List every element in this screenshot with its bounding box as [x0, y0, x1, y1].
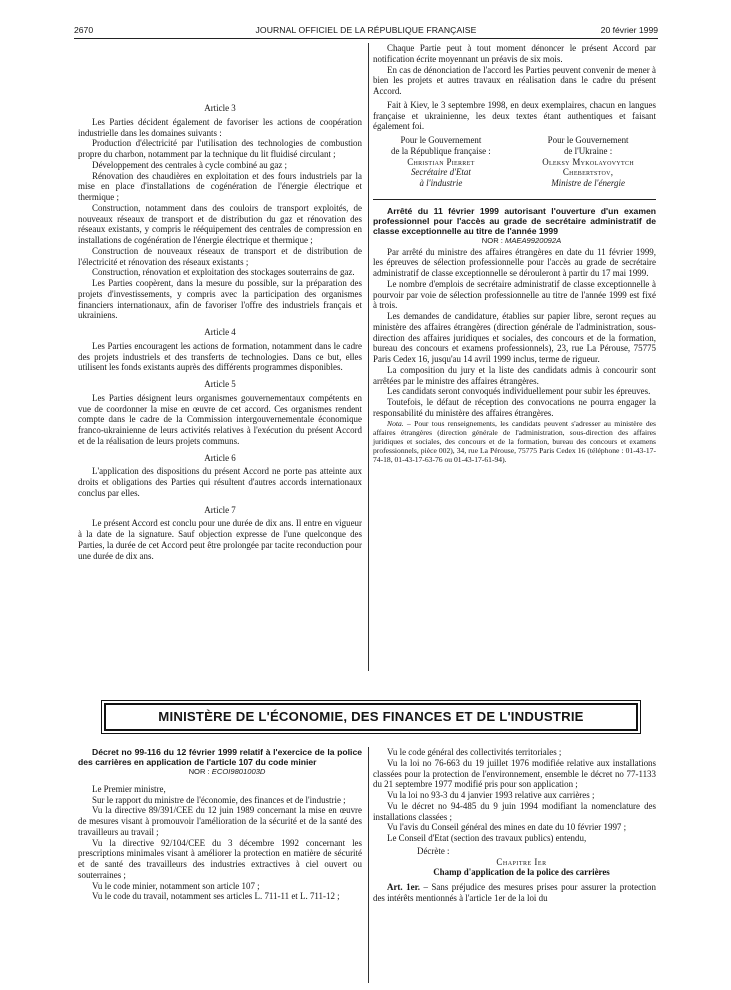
decree-left-column [78, 747, 362, 902]
signature-france [373, 135, 509, 189]
paragraph: En cas de dénonciation de l'accord les Parties peuvent convenir de mener à bien les projets et autres travaux en réalisation dans le cadre du présent Accord. [373, 64, 656, 96]
nor-reference [78, 767, 362, 778]
signatory-line: Pour le Gouvernement [547, 135, 629, 145]
signatory-role: Ministre de l'énergie [551, 178, 625, 188]
article-heading: Article 3 [204, 103, 236, 113]
paragraph: Vu le code général des collectivités territoriales ; [387, 747, 562, 757]
signature-ukraine [520, 135, 656, 189]
article-heading: Article 6 [204, 452, 236, 463]
ministry-banner: MINISTÈRE DE L'ÉCONOMIE, DES FINANCES ET DE L'INDUSTRIE [104, 703, 638, 731]
signatory-line: Pour le Gouvernement [400, 135, 482, 145]
page-header [74, 24, 658, 39]
paragraph: Développement des centrales à cycle combiné au gaz ; [92, 159, 288, 170]
issue-date: 20 février 1999 [600, 25, 658, 35]
article-heading: Article 5 [204, 379, 236, 389]
paragraph: Vu l'avis du Conseil général des mines en date du 10 février 1997 ; [387, 822, 627, 833]
chapter-title: Champ d'application de la police des carrières [433, 867, 610, 878]
nor-code: ECOI9801003D [211, 767, 266, 776]
note-text: – Pour tous renseignements, les candidats peuvent s'adresser au ministère des affaires étrangères (direction générale de l'administration, sous-direction des affaires juridiques et sociales, des concours et de la formation, bureau des concours et examens professionnels, pièce 002), 34, rue La Pérouse, 75775 Paris Cedex 16 (téléphone : 01-43-17-74-18, 01-43-17-63-76 ou 01-43-17-61-94). [373, 418, 656, 465]
paragraph: Par arrêté du ministre des affaires étrangères en date du 11 février 1999, les épreuves de sélection professionnelle pour l'accès au grade de secrétaire administratif de classe exceptionnelle se dérouleront à partir du 17 mai 1999. [373, 246, 656, 278]
left-column-accord [78, 100, 362, 561]
chapter-heading: Chapitre Ier [496, 856, 547, 867]
paragraph: Toutefois, le défaut de réception des convocations ne pourra engager la responsabilité du ministère des affaires étrangères. [373, 397, 656, 418]
arrete-title: Arrêté du 11 février 1999 autorisant l'ouverture d'un examen professionnel pour l'accès au grade de secrétaire administratif de classe exceptionnelle au titre de l'année 1999 [373, 205, 656, 236]
section-divider [373, 199, 656, 200]
signatory-role: Secrétaire d'Etat [410, 167, 471, 178]
paragraph: Chaque Partie peut à tout moment dénoncer le présent Accord par notification écrite moyennant un préavis de six mois. [373, 43, 656, 64]
paragraph: Construction de nouveaux réseaux de transport et de distribution de l'électricité et rénovation des réseaux existants ; [78, 245, 362, 267]
article-text: – Sans préjudice des mesures prises pour assurer la protection des intérêts mentionnés à l'article 1er de la loi du [373, 882, 656, 903]
paragraph: Le nombre d'emplois de secrétaire administratif de classe exceptionnelle à pourvoir par voie de sélection professionnelle au titre de l'année 1999 est fixé à trois. [373, 278, 656, 311]
article-label: Art. 1er. [387, 882, 420, 892]
article-1 [373, 882, 656, 904]
paragraph: Vu la directive 92/104/CEE du 3 décembre 1992 concernant les prescriptions minimales visant à améliorer la protection en matière de sécurité et de santé des travailleurs des industries extractives à ciel ouvert ou souterraines ; [78, 837, 362, 880]
signatory-line: de l'Ukraine : [563, 145, 613, 156]
paragraph: Le présent Accord est conclu pour une durée de dix ans. Il entre en vigueur à la date de la signature. Sauf objection expresse de l'une quelconque des Parties, la durée de cet Accord peut être prolongée par tacite reconduction pour une durée de dix ans. [78, 518, 362, 561]
nota-note [373, 419, 656, 465]
column-divider [368, 747, 369, 983]
signature-block [373, 135, 656, 189]
nor-label: NOR : [481, 235, 503, 245]
paragraph: Le Premier ministre, [92, 783, 166, 794]
column-divider [368, 43, 369, 671]
right-column [373, 43, 656, 465]
paragraph: Vu le décret no 94-485 du 9 juin 1994 modifiant la nomenclature des installations classées ; [373, 800, 656, 822]
nor-label: NOR : [188, 767, 210, 776]
paragraph: Sur le rapport du ministre de l'économie, des finances et de l'industrie ; [92, 794, 346, 805]
paragraph: Les Parties coopèrent, dans la mesure du possible, sur la préparation des projets d'investissements, y compris avec la participation des organismes financiers internationaux, afin de favoriser l'offre des industriels français et ukrainiens. [78, 278, 362, 321]
signatory-name: Christian Pierret [407, 156, 475, 167]
signatory-line: de la République française : [391, 145, 491, 156]
article-heading: Article 4 [204, 327, 236, 337]
paragraph: Les Parties décident également de favoriser les actions de coopération industrielle dans les domaines suivants : [78, 116, 362, 138]
nor-reference [373, 236, 656, 247]
article-heading: Article 7 [204, 504, 236, 515]
paragraph: Vu la directive 89/391/CEE du 12 juin 1989 concernant la mise en œuvre de mesures visant à promouvoir l'amélioration de la sécurité et de la santé des travailleurs au travail ; [78, 805, 362, 837]
journal-title: JOURNAL OFFICIEL DE LA RÉPUBLIQUE FRANÇAISE [255, 25, 477, 35]
paragraph: Production d'électricité par l'utilisation des technologies de combustion propre du charbon, notamment par la technique du lit fluidisé circulant ; [78, 138, 362, 159]
paragraph: La composition du jury et la liste des candidats admis à concourir sont arrêtées par le ministre des affaires étrangères. [373, 364, 656, 386]
decrete-line: Décrète : [417, 845, 450, 856]
paragraph: Vu la loi no 76-663 du 19 juillet 1976 modifiée relative aux installations classées pour la protection de l'environnement, ensemble le décret no 77-1133 du 21 septembre 1977 modifié pris pour son application ; [373, 757, 656, 790]
paragraph: Rénovation des chaudières en exploitation et des fours industriels par la mise en place d'installations de cogénération de l'énergie électrique et thermique ; [78, 170, 362, 202]
paragraph: Le Conseil d'Etat (section des travaux publics) entendu, [387, 833, 587, 843]
nor-code: MAEA9920092A [505, 235, 562, 245]
paragraph: Les candidats seront convoqués individuellement pour subir les épreuves. [387, 386, 651, 397]
paragraph: Vu le code minier, notamment son article 107 ; [92, 880, 260, 891]
decree-right-column [373, 747, 656, 904]
paragraph: Les Parties encouragent les actions de formation, notamment dans le cadre des projets industriels et des transferts de technologies. Dans ce but, elles utilisent les fonds existants auprès des différents programmes disponibles. [78, 340, 362, 373]
paragraph: Vu la loi no 93-3 du 4 janvier 1993 relative aux carrières ; [387, 790, 595, 800]
signatory-role: à l'industrie [419, 178, 463, 188]
page-number: 2670 [74, 25, 94, 35]
paragraph: L'application des dispositions du présent Accord ne porte pas atteinte aux droits et obligations des Parties qui résultent d'autres accords internationaux conclus par elles. [78, 466, 362, 498]
paragraph: Vu le code du travail, notamment ses articles L. 711-11 et L. 711-12 ; [92, 891, 340, 902]
paragraph: Fait à Kiev, le 3 septembre 1998, en deux exemplaires, chacun en langues française et ukrainienne, les deux textes étant authentiques et faisant également foi. [373, 99, 656, 132]
decree-title: Décret no 99-116 du 12 février 1999 relatif à l'exercice de la police des carrières en application de l'article 107 du code minier [78, 747, 362, 767]
paragraph: Les demandes de candidature, établies sur papier libre, seront reçues au ministère des affaires étrangères (direction générale de l'administration, sous-direction des affaires juridiques et sociales, des concours et de la formation, bureau des concours et examens professionnels), 23, rue La Pérouse, 75775 Paris Cedex 16, jusqu'au 14 avril 1999 inclus, terme de rigueur. [373, 311, 656, 364]
note-label: Nota. [387, 418, 404, 428]
paragraph: Construction, notamment dans des couloirs de transport exploités, de nouveaux réseaux de transport et de distribution du gaz et rénovation des réseaux existants, y compris le rééquipement des centrales de compression en installations de cogénération de l'énergie électrique et thermique ; [78, 202, 362, 245]
paragraph: Construction, rénovation et exploitation des stockages souterrains de gaz. [92, 267, 355, 278]
paragraph: Les Parties désignent leurs organismes gouvernementaux compétents en vue de coordonner la mise en œuvre de cet accord. Ces organismes rendent compte dans le cadre de la Commission intergouvernementale économique franco-ukrainienne de leurs activités relatives à l'exécution du présent Accord et de la réalisation de leurs projets communs. [78, 392, 362, 446]
signatory-name: Oleksy Mykolayovytch [542, 156, 634, 167]
signatory-name: Chebertstov, [562, 167, 614, 178]
